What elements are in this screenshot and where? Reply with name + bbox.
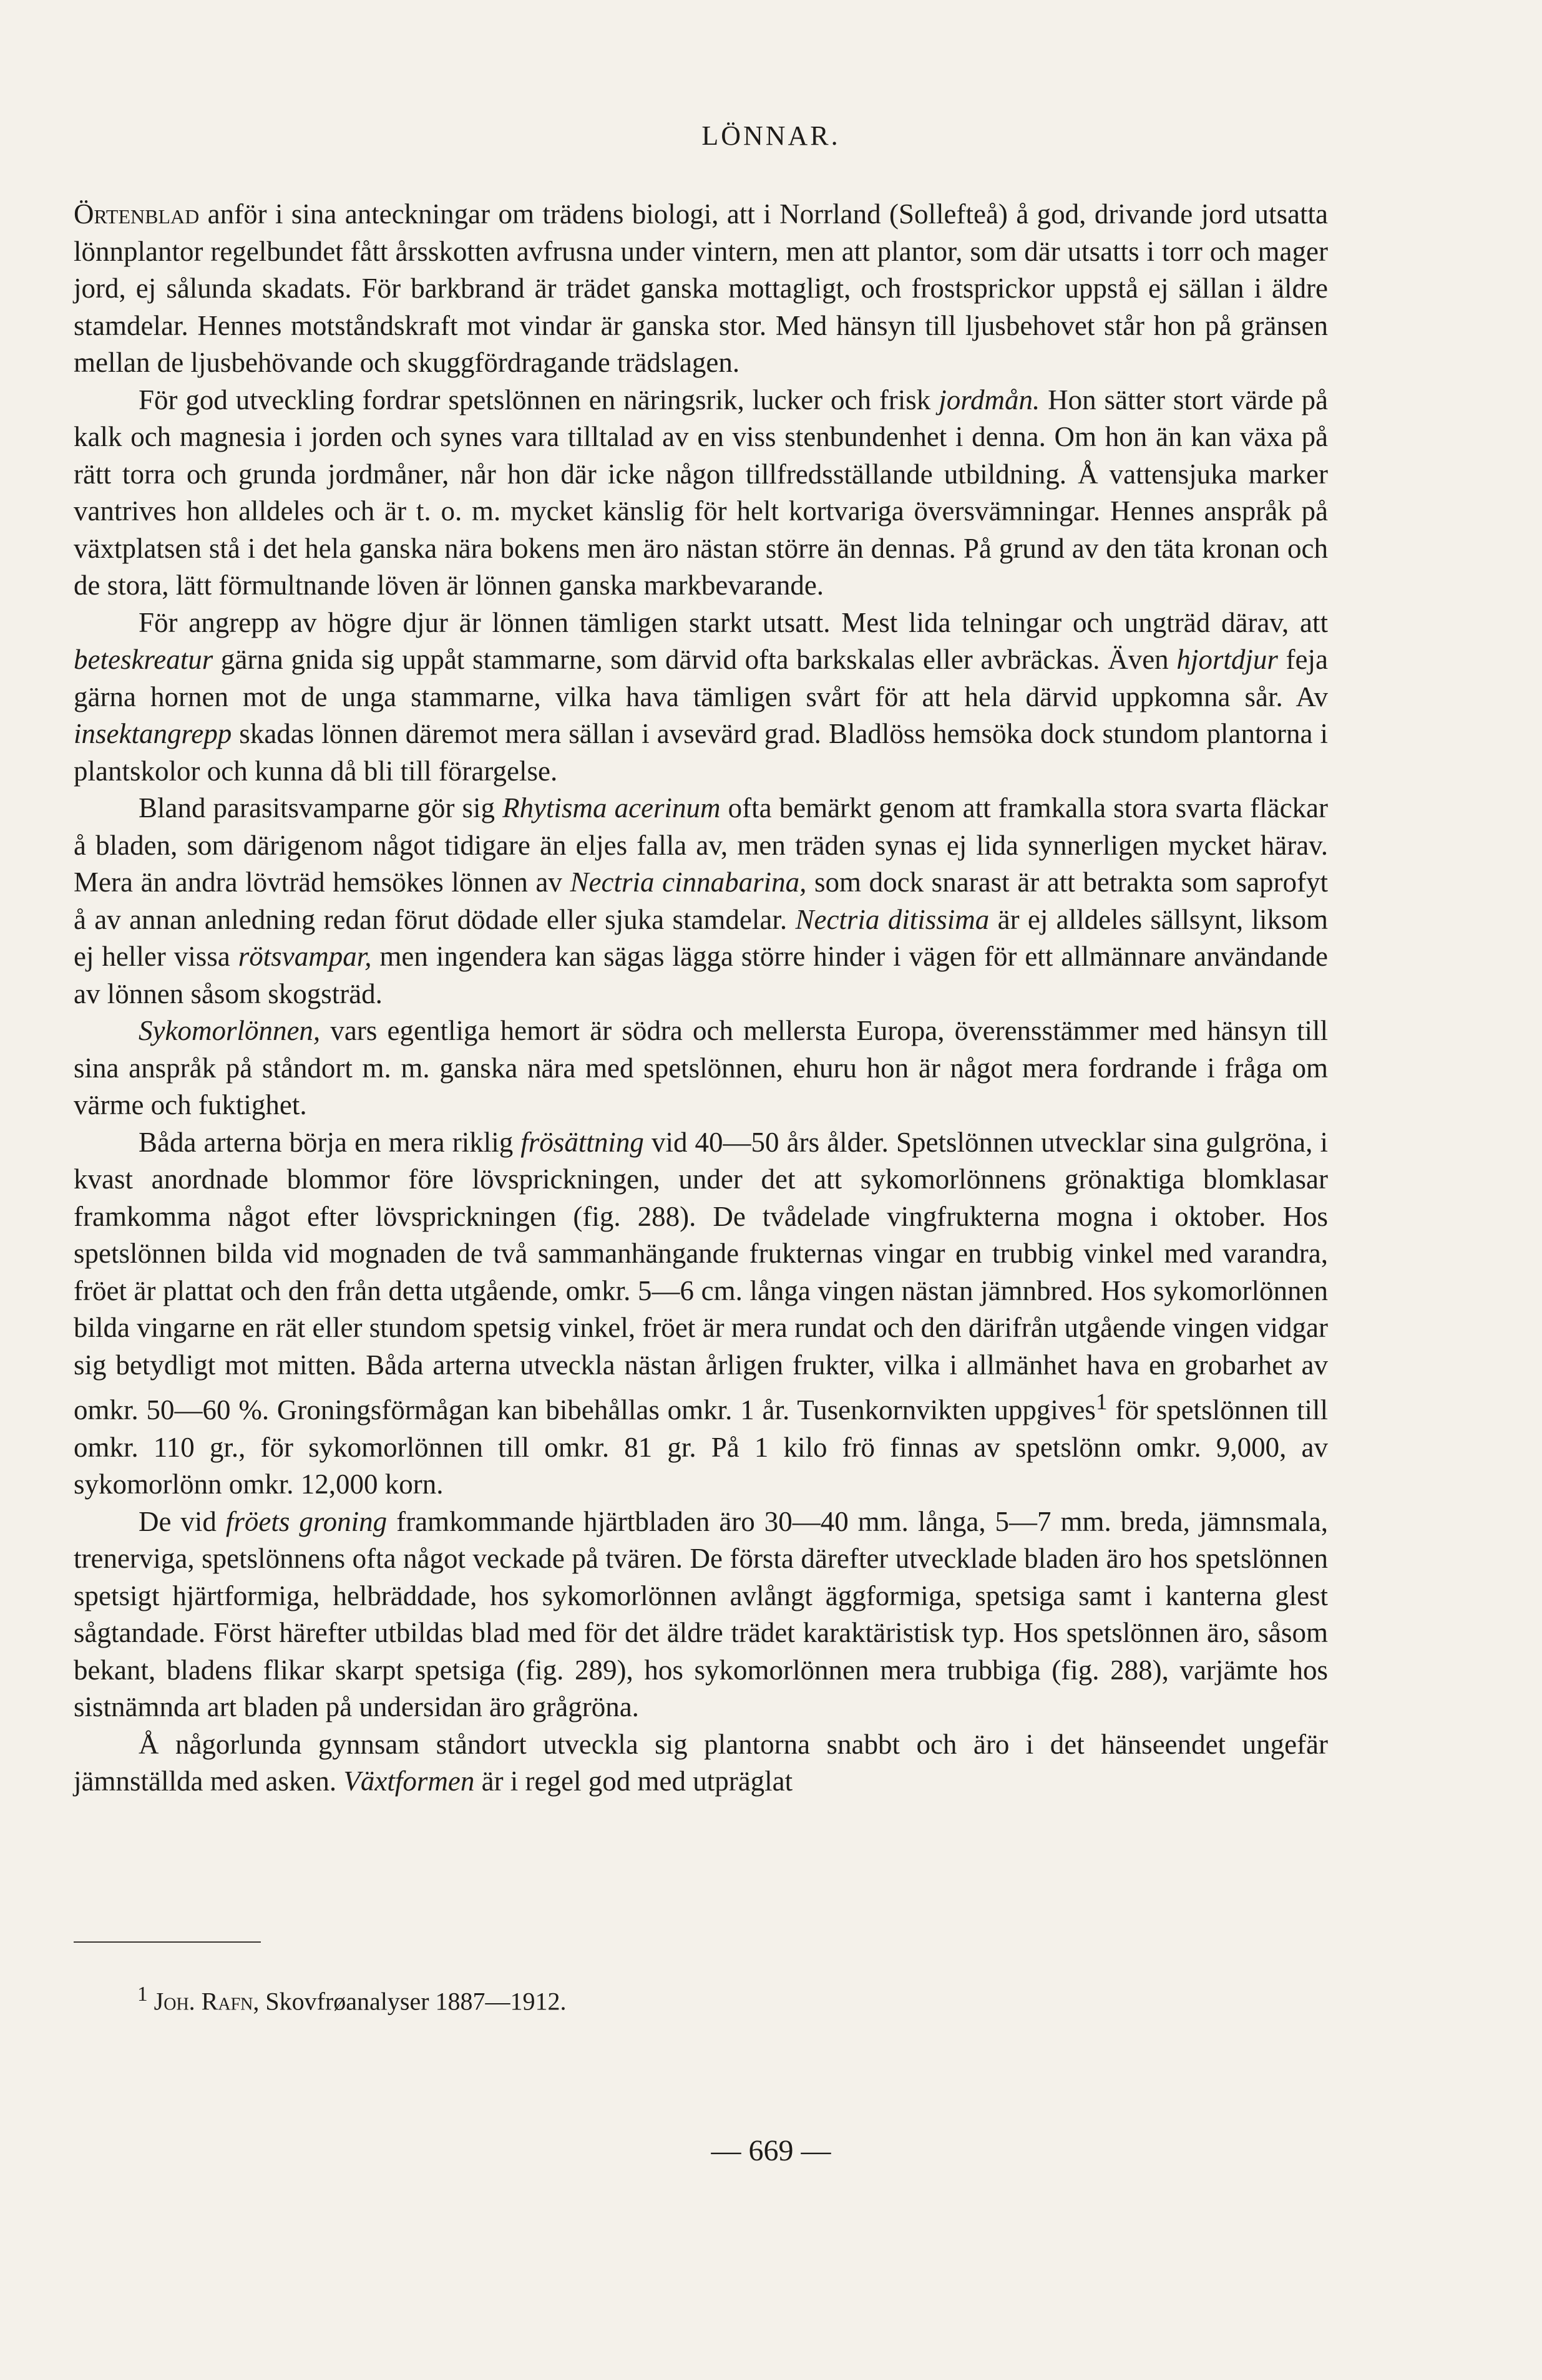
paragraph: Örtenblad anför i sina anteckningar om trädens biologi, att i Norrland (Sollefteå) å god, drivande jord utsatta lönnplantor regelbundet fått årsskotten avfrusna under vintern, men att plantor, som där utsatts i torr och mager jord, ej sålunda skadats. För barkbrand är trädet ganska mottagligt, och frostsprickor uppstå ej sällan i äldre stamdelar. Hennes motståndskraft mot vindar är ganska stor. Med hänsyn till ljusbehovet står hon på gränsen mellan de ljusbehövande och skuggfördragande trädslagen. xyxy=(74,198,1328,378)
page-number: — 669 — xyxy=(711,2134,831,2167)
footnote-divider xyxy=(74,1941,261,1943)
emphasis: beteskreatur xyxy=(74,644,213,675)
species-name: Rhytisma acerinum xyxy=(502,792,721,823)
footnote-author: Joh. Rafn, xyxy=(154,1987,260,2016)
paragraph: Bland parasitsvamparne gör sig Rhytisma acerinum ofta bemärkt genom att framkalla stora svarta fläckar å bladen, som därigenom något tidigare än eljes falla av, men träden synas ej lida synnerligen mycket härav. Mera än andra lövträd hemsökes lönnen av Nectria cinnabarina, som dock snarast är att betrakta som saprofyt å av annan anledning redan förut dödade eller sjuka stamdelar. Nectria ditissima är ej alldeles sällsynt, liksom ej heller vissa rötsvampar, men ingendera kan sägas lägga större hinder i vägen för ett allmännare användande av lönnen såsom skogsträd. xyxy=(74,792,1329,1009)
paragraph: Båda arterna börja en mera riklig frösättning vid 40—50 års ålder. Spetslönnen utvecklar sina gulgröna, i kvast anordnade blommor före lövsprickningen, under det att sykomorlönnens grönaktiga blomklasar framkomma något efter lövsprickningen (fig. 288). De tvådelade vingfrukterna mogna i oktober. Hos spetslönnen bilda vid mognaden de två sammanhängande frukternas vingar en trubbig vinkel med varandra, fröet är plattat och den från detta utgående, omkr. 5—6 cm. långa vingen nästan jämnbred. Hos sykomorlönnen bilda vingarne en rät eller stundom spetsig vinkel, fröet är mera rundat och den därifrån utgående vingen vidgar sig betydligt mot mitten. Båda arterna utveckla nästan årligen frukter, vilka i allmänhet hava en grobarhet av omkr. 50—60 %. Groningsförmågan kan bibehållas omkr. 1 år. Tusenkornvikten uppgives$^1$ för spetslönnen till omkr. 110 gr., för sykomorlönnen till omkr. 81 gr. På 1 kilo frö finnas av spetslönn omkr. 9,000, av sykomorlönn omkr. 12,000 korn. xyxy=(74,1126,1328,1500)
emphasis: hjortdjur xyxy=(1176,644,1278,675)
paragraph: Sykomorlönnen, vars egentliga hemort är södra och mellersta Europa, överensstämmer med hänsyn till sina anspråk på ståndort m. m. ganska nära med spetslönnen, ehuru hon är något mera fordrande i fråga om värme och fuktighet. xyxy=(74,1015,1328,1120)
emphasis: rötsvampar, xyxy=(238,941,372,972)
footnote: $^1$ Joh. Rafn, Skovfrøanalyser 1887—1912. xyxy=(137,1983,567,2016)
footnote-reference: 1 xyxy=(1095,1389,1108,1415)
emphasis: fröets groning xyxy=(225,1505,388,1537)
footnote-marker: 1 xyxy=(137,1983,148,2006)
body-text xyxy=(74,196,1328,1800)
emphasis: insektangrepp xyxy=(74,718,232,749)
species-name: Nectria ditissima xyxy=(795,903,990,935)
paragraph: De vid fröets groning framkommande hjärtbladen äro 30—40 mm. långa, 5—7 mm. breda, jämnsmala, trenerviga, spetslönnens ofta något veckade på tvären. De första därefter utvecklade bladen äro hos spetslönnen spetsigt hjärtformiga, helbräddade, hos sykomorlönnen avlångt äggformiga, spetsiga samt i kanterna glest sågtandade. Först härefter utbildas blad med för det äldre trädet karaktäristisk typ. Hos spetslönnen äro, såsom bekant, bladens flikar skarpt spetsiga (fig. 289), hos sykomorlönnen mera trubbiga (fig. 288), varjämte hos sistnämnda art bladen på undersidan äro grågröna. xyxy=(74,1505,1328,1722)
emphasis: jordmån. xyxy=(939,384,1040,415)
author-name: Örtenblad xyxy=(74,198,200,230)
running-header: LÖNNAR. xyxy=(701,120,841,151)
emphasis: frösättning xyxy=(520,1126,644,1158)
emphasis: Växtformen xyxy=(343,1766,475,1797)
paragraph: För angrepp av högre djur är lönnen tämligen starkt utsatt. Mest lida telningar och ungträd därav, att beteskreatur gärna gnida sig uppåt stammarne, som därvid ofta barkskalas eller avbräckas. Även hjortdjur feja gärna hornen mot de unga stammarne, vilka hava tämligen svårt för att hela därvid uppkomna sår. Av insektangrepp skadas lönnen däremot mera sällan i avsevärd grad. Bladlöss hemsöka dock stundom plantorna i plantskolor och kunna då bli till förargelse. xyxy=(74,606,1328,787)
paragraph: Å någorlunda gynnsam ståndort utveckla sig plantorna snabbt och äro i det hänseendet ungefär jämnställda med asken. Växtformen är i regel god med utpräglat xyxy=(74,1728,1328,1797)
emphasis: Sykomorlönnen, xyxy=(139,1015,321,1046)
paragraph: För god utveckling fordrar spetslönnen en näringsrik, lucker och frisk jordmån. Hon sätter stort värde på kalk och magnesia i jorden och synes vara tilltalad av en viss stenbundenhet i denna. Om hon än kan växa på rätt torra och grunda jordmåner, når hon där icke någon tillfredsställande utbildning. Å vattensjuka marker vantrives hon alldeles och är t. o. m. mycket känslig för helt kortvariga översvämningar. Hennes anspråk på växtplatsen stå i det hela ganska nära bokens men äro nästan större än dennas. På grund av den täta kronan och de stora, lätt förmultnande löven är lönnen ganska markbevarande. xyxy=(74,384,1329,601)
species-name: Nectria cinnabarina, xyxy=(570,867,807,898)
